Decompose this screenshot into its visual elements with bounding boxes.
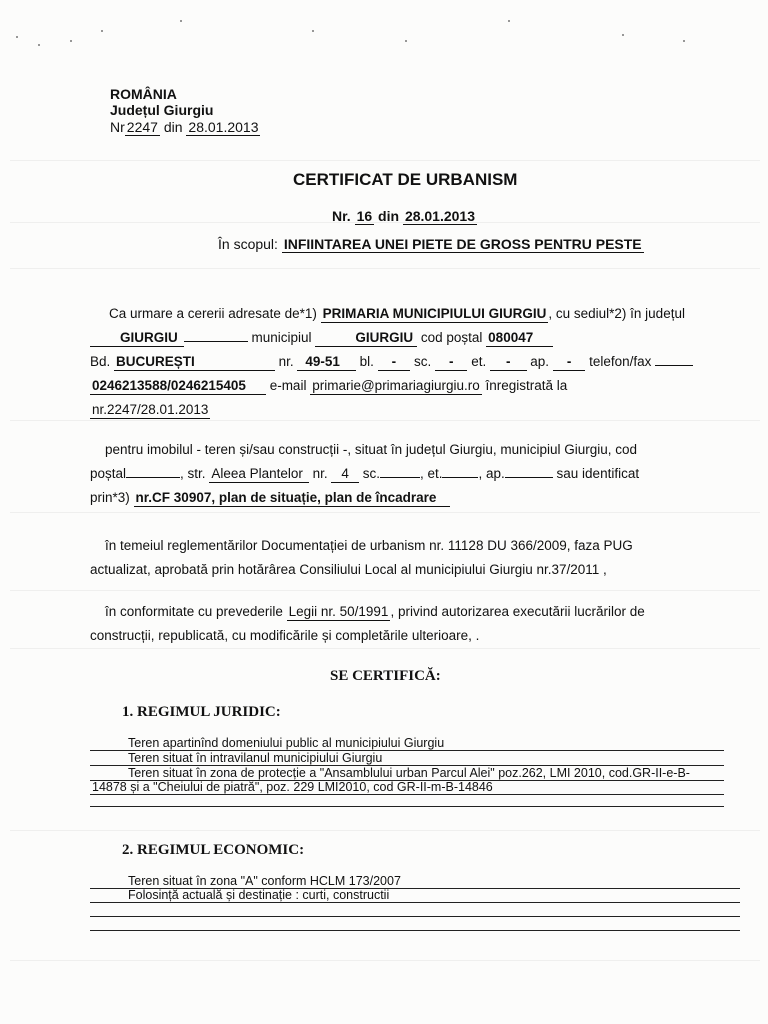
economic-rule	[90, 902, 740, 903]
header-county: Județul Giurgiu	[110, 102, 214, 118]
juridic-entry: Teren situat în intravilanul municipiului Giurgiu	[128, 751, 383, 765]
blank-field	[126, 466, 180, 478]
scan-speck	[101, 30, 103, 32]
registration-number: nr.2247/28.01.2013	[92, 402, 209, 417]
property-line-2	[90, 466, 639, 483]
applicant-line-1	[109, 306, 685, 323]
applicant-line-3	[90, 354, 693, 371]
identified-label: sau identificat	[556, 466, 640, 481]
applicant-et: -	[490, 355, 527, 371]
bl-label: bl.	[359, 354, 374, 369]
nr-label: nr.	[278, 354, 294, 369]
applicant-county: GIURGIU	[90, 331, 184, 347]
applicant-bd: BUCUREȘTI	[114, 355, 275, 371]
law-reference: Legii nr. 50/1991	[288, 604, 389, 619]
applicant-name: PRIMARIA MUNICIPIULUI GIURGIU	[322, 306, 547, 321]
property-sc-label: sc.	[362, 466, 380, 481]
economic-rule	[90, 916, 740, 917]
nr-label: Nr.	[332, 208, 351, 224]
email-label: e-mail	[269, 378, 307, 393]
law-description: , privind autorizarea executării lucrărilor de	[390, 604, 645, 619]
applicant-nr: 49-51	[297, 355, 356, 371]
applicant-postal-code: 080047	[486, 331, 553, 347]
show-through-line	[10, 590, 760, 591]
purpose-value: INFIINTAREA UNEI PIETE DE GROSS PENTRU PESTE	[283, 236, 642, 252]
ap-label: ap.	[530, 354, 550, 369]
din-label: din	[378, 208, 400, 224]
legal-line-1: în temeiul reglementărilor Documentației de urbanism nr. 11128 DU 366/2009, faza PUG	[105, 538, 633, 553]
certifies-heading: SE CERTIFICĂ:	[330, 668, 441, 684]
postal-label: cod poștal	[420, 330, 483, 345]
economic-entry: Teren situat în zona "A" conform HCLM 173/2007	[128, 874, 401, 888]
applicant-municipiu: GIURGIU	[315, 331, 417, 347]
blank-field	[380, 466, 420, 478]
show-through-line	[10, 512, 760, 513]
juridic-entry: Teren situat în zona de protecție a "Ansamblului urban Parcul Alei" poz.262, LMI 2010, cod.GR-II-e-B-	[128, 766, 690, 780]
juridic-entry: 14878 și a "Cheiului de piatră", poz. 229 LMI2010, cod GR-II-m-B-14846	[92, 780, 493, 794]
applicant-seat-text: , cu sediul*2) în județul	[548, 306, 685, 321]
law-intro: în conformitate cu prevederile	[105, 604, 283, 619]
scan-speck	[38, 44, 40, 46]
document-title: CERTIFICAT DE URBANISM	[293, 170, 518, 189]
applicant-phone: 0246213588/0246215405	[90, 379, 266, 395]
scan-speck	[622, 34, 624, 36]
scan-speck	[683, 40, 685, 42]
sc-label: sc.	[413, 354, 432, 369]
property-identification: nr.CF 30907, plan de situație, plan de încadrare	[134, 491, 451, 507]
economic-entry: Folosință actuală și destinație : curti, constructii	[128, 888, 390, 902]
certificate-number	[332, 208, 477, 225]
registered-label: înregistrată la	[485, 378, 568, 393]
show-through-line	[10, 160, 760, 161]
scan-speck	[405, 40, 407, 42]
applicant-email: primarie@primariagiurgiu.ro	[312, 378, 480, 393]
scan-speck	[180, 20, 182, 22]
show-through-line	[10, 960, 760, 961]
property-line-1: pentru imobilul - teren și/sau construcții -, situat în județul Giurgiu, municipiul Giurgiu, cod	[105, 442, 637, 457]
economic-rule	[90, 930, 740, 931]
applicant-line-5	[90, 402, 210, 419]
street-label: , str.	[180, 466, 206, 481]
scan-speck	[16, 36, 18, 38]
applicant-line-2	[90, 330, 553, 347]
reg-date: 28.01.2013	[188, 119, 259, 135]
show-through-line	[10, 830, 760, 831]
bd-label: Bd.	[90, 354, 111, 369]
show-through-line	[10, 648, 760, 649]
blank-field	[655, 354, 693, 366]
property-nr-label: nr.	[312, 466, 328, 481]
blank-field	[505, 466, 553, 478]
property-et-label: , et.	[419, 466, 443, 481]
certificate-date: 28.01.2013	[404, 208, 476, 224]
applicant-sc: -	[435, 355, 468, 371]
show-through-line	[10, 420, 760, 421]
property-nr: 4	[331, 467, 359, 483]
scan-speck	[70, 40, 72, 42]
reg-number: 2247	[126, 119, 158, 135]
purpose-line	[218, 236, 644, 253]
municipiu-label: municipiul	[251, 330, 312, 345]
header-registration	[110, 119, 260, 136]
legal-line-4: construcții, republicată, cu modificările și completările ulterioare, .	[90, 628, 480, 643]
legal-line-2: actualizat, aprobată prin hotărârea Consiliului Local al municipiului Giurgiu nr.37/2011 ,	[90, 562, 607, 577]
blank-field	[442, 466, 478, 478]
applicant-bl: -	[378, 355, 411, 371]
show-through-line	[10, 268, 760, 269]
property-postal-label: poștal	[90, 466, 127, 481]
juridic-rule	[90, 806, 724, 807]
juridic-entry: Teren apartinînd domeniului public al municipiului Giurgiu	[128, 736, 445, 750]
property-ap-label: , ap.	[478, 466, 505, 481]
section-heading-economic: 2. REGIMUL ECONOMIC:	[122, 842, 305, 858]
legal-line-3	[105, 604, 645, 621]
scan-speck	[508, 20, 510, 22]
scan-speck	[312, 30, 314, 32]
prin-label: prin*3)	[90, 490, 130, 505]
property-line-3	[90, 490, 450, 507]
phone-label: telefon/fax	[589, 354, 652, 369]
reg-din: din	[163, 119, 183, 135]
applicant-ap: -	[553, 355, 586, 371]
blank-field	[184, 330, 248, 342]
applicant-intro: Ca urmare a cererii adresate de*1)	[109, 306, 317, 321]
juridic-rule	[90, 794, 724, 795]
header-country: ROMÂNIA	[110, 86, 177, 102]
property-street: Aleea Plantelor	[209, 467, 309, 483]
section-heading-juridic: 1. REGIMUL JURIDIC:	[122, 704, 281, 720]
applicant-line-4	[90, 378, 567, 395]
et-label: et.	[471, 354, 487, 369]
purpose-label: În scopul:	[218, 236, 278, 252]
nr-value: 16	[356, 208, 373, 224]
reg-prefix: Nr	[110, 119, 125, 135]
